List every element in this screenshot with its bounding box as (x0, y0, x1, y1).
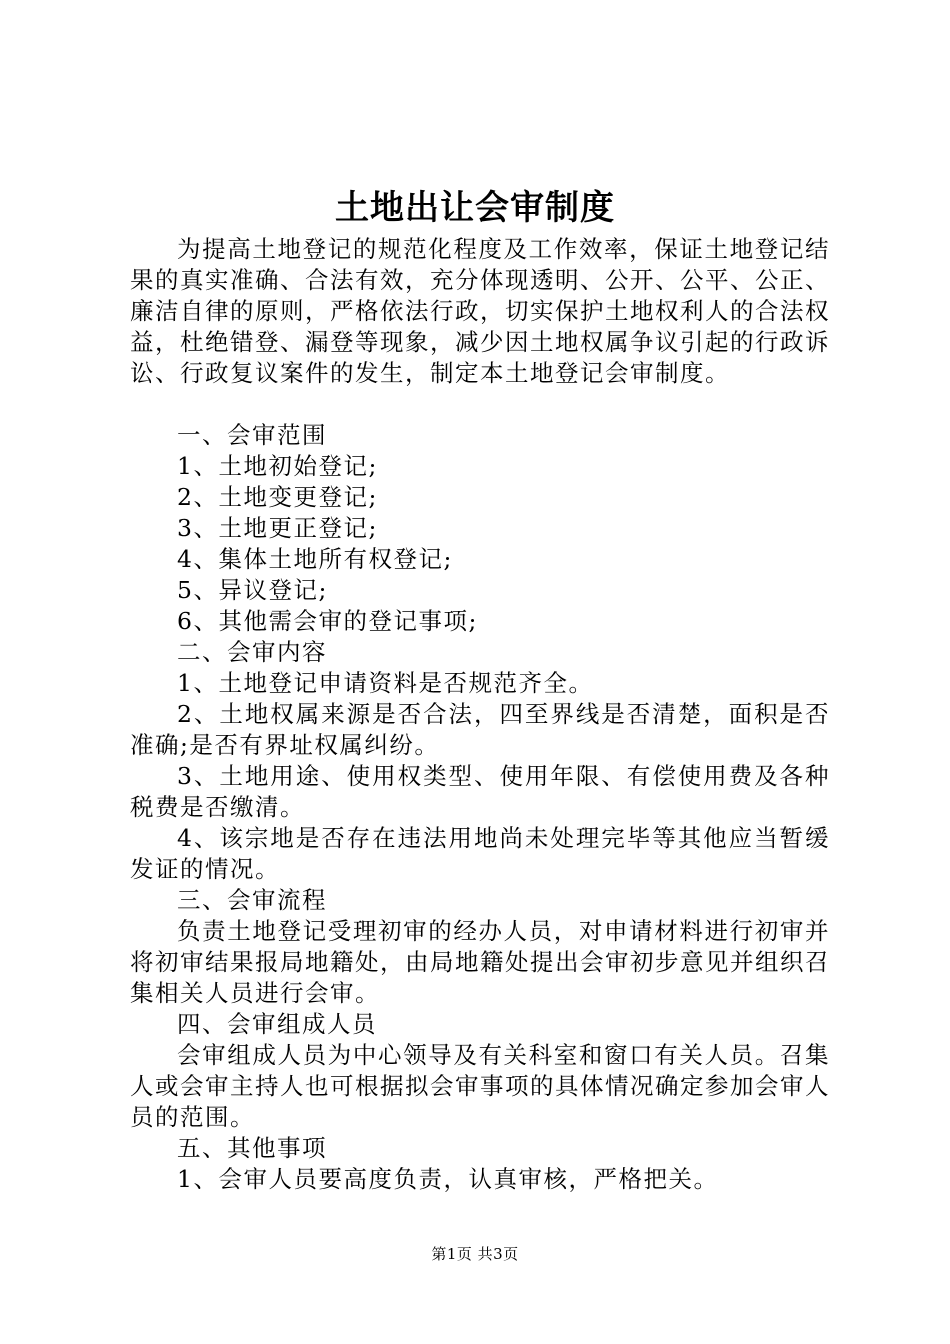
list-item: 3、土地更正登记; (177, 514, 378, 542)
list-item: 1、土地登记申请资料是否规范齐全。 (177, 669, 594, 697)
document-title: 土地出让会审制度 (335, 188, 615, 228)
list-item: 4、该宗地是否存在违法用地尚未处理完毕等其他应当暂缓发证的情况。 (130, 824, 830, 883)
intro-paragraph: 为提高土地登记的规范化程度及工作效率，保证土地登记结果的真实准确、合法有效，充分体现透明、公开、公平、公正、廉洁自律的原则，严格依法行政，切实保护土地权利人的合法权益，杜绝错登、漏登等现象，减少因土地权属争议引起的行政诉讼、行政复议案件的发生，制定本土地登记会审制度。 (130, 235, 830, 387)
section-heading-process: 三、会审流程 (177, 886, 327, 914)
page-footer: 第1页 共3页 (431, 1245, 519, 1263)
list-item: 4、集体土地所有权登记; (177, 545, 453, 573)
list-item: 3、土地用途、使用权类型、使用年限、有偿使用费及各种税费是否缴清。 (130, 762, 830, 821)
section-paragraph: 会审组成人员为中心领导及有关科室和窗口有关人员。召集人或会审主持人也可根据拟会审事项的具体情况确定参加会审人员的范围。 (130, 1041, 830, 1131)
list-item: 1、土地初始登记; (177, 452, 378, 480)
document-body (130, 234, 830, 1195)
list-item: 5、异议登记; (177, 576, 328, 604)
section-heading-content: 二、会审内容 (177, 638, 327, 666)
list-item: 2、土地变更登记; (177, 483, 378, 511)
section-paragraph: 负责土地登记受理初审的经办人员，对申请材料进行初审并将初审结果报局地籍处，由局地籍处提出会审初步意见并组织召集相关人员进行会审。 (130, 917, 830, 1007)
section-heading-other: 五、其他事项 (177, 1134, 327, 1162)
list-item: 6、其他需会审的登记事项; (177, 607, 478, 635)
section-heading-scope: 一、会审范围 (177, 421, 327, 449)
list-item: 2、土地权属来源是否合法，四至界线是否清楚，面积是否准确;是否有界址权属纠纷。 (130, 700, 830, 759)
section-heading-members: 四、会审组成人员 (177, 1010, 377, 1038)
list-item: 1、会审人员要高度负责，认真审核，严格把关。 (177, 1165, 719, 1193)
paragraph-spacer (130, 389, 830, 420)
